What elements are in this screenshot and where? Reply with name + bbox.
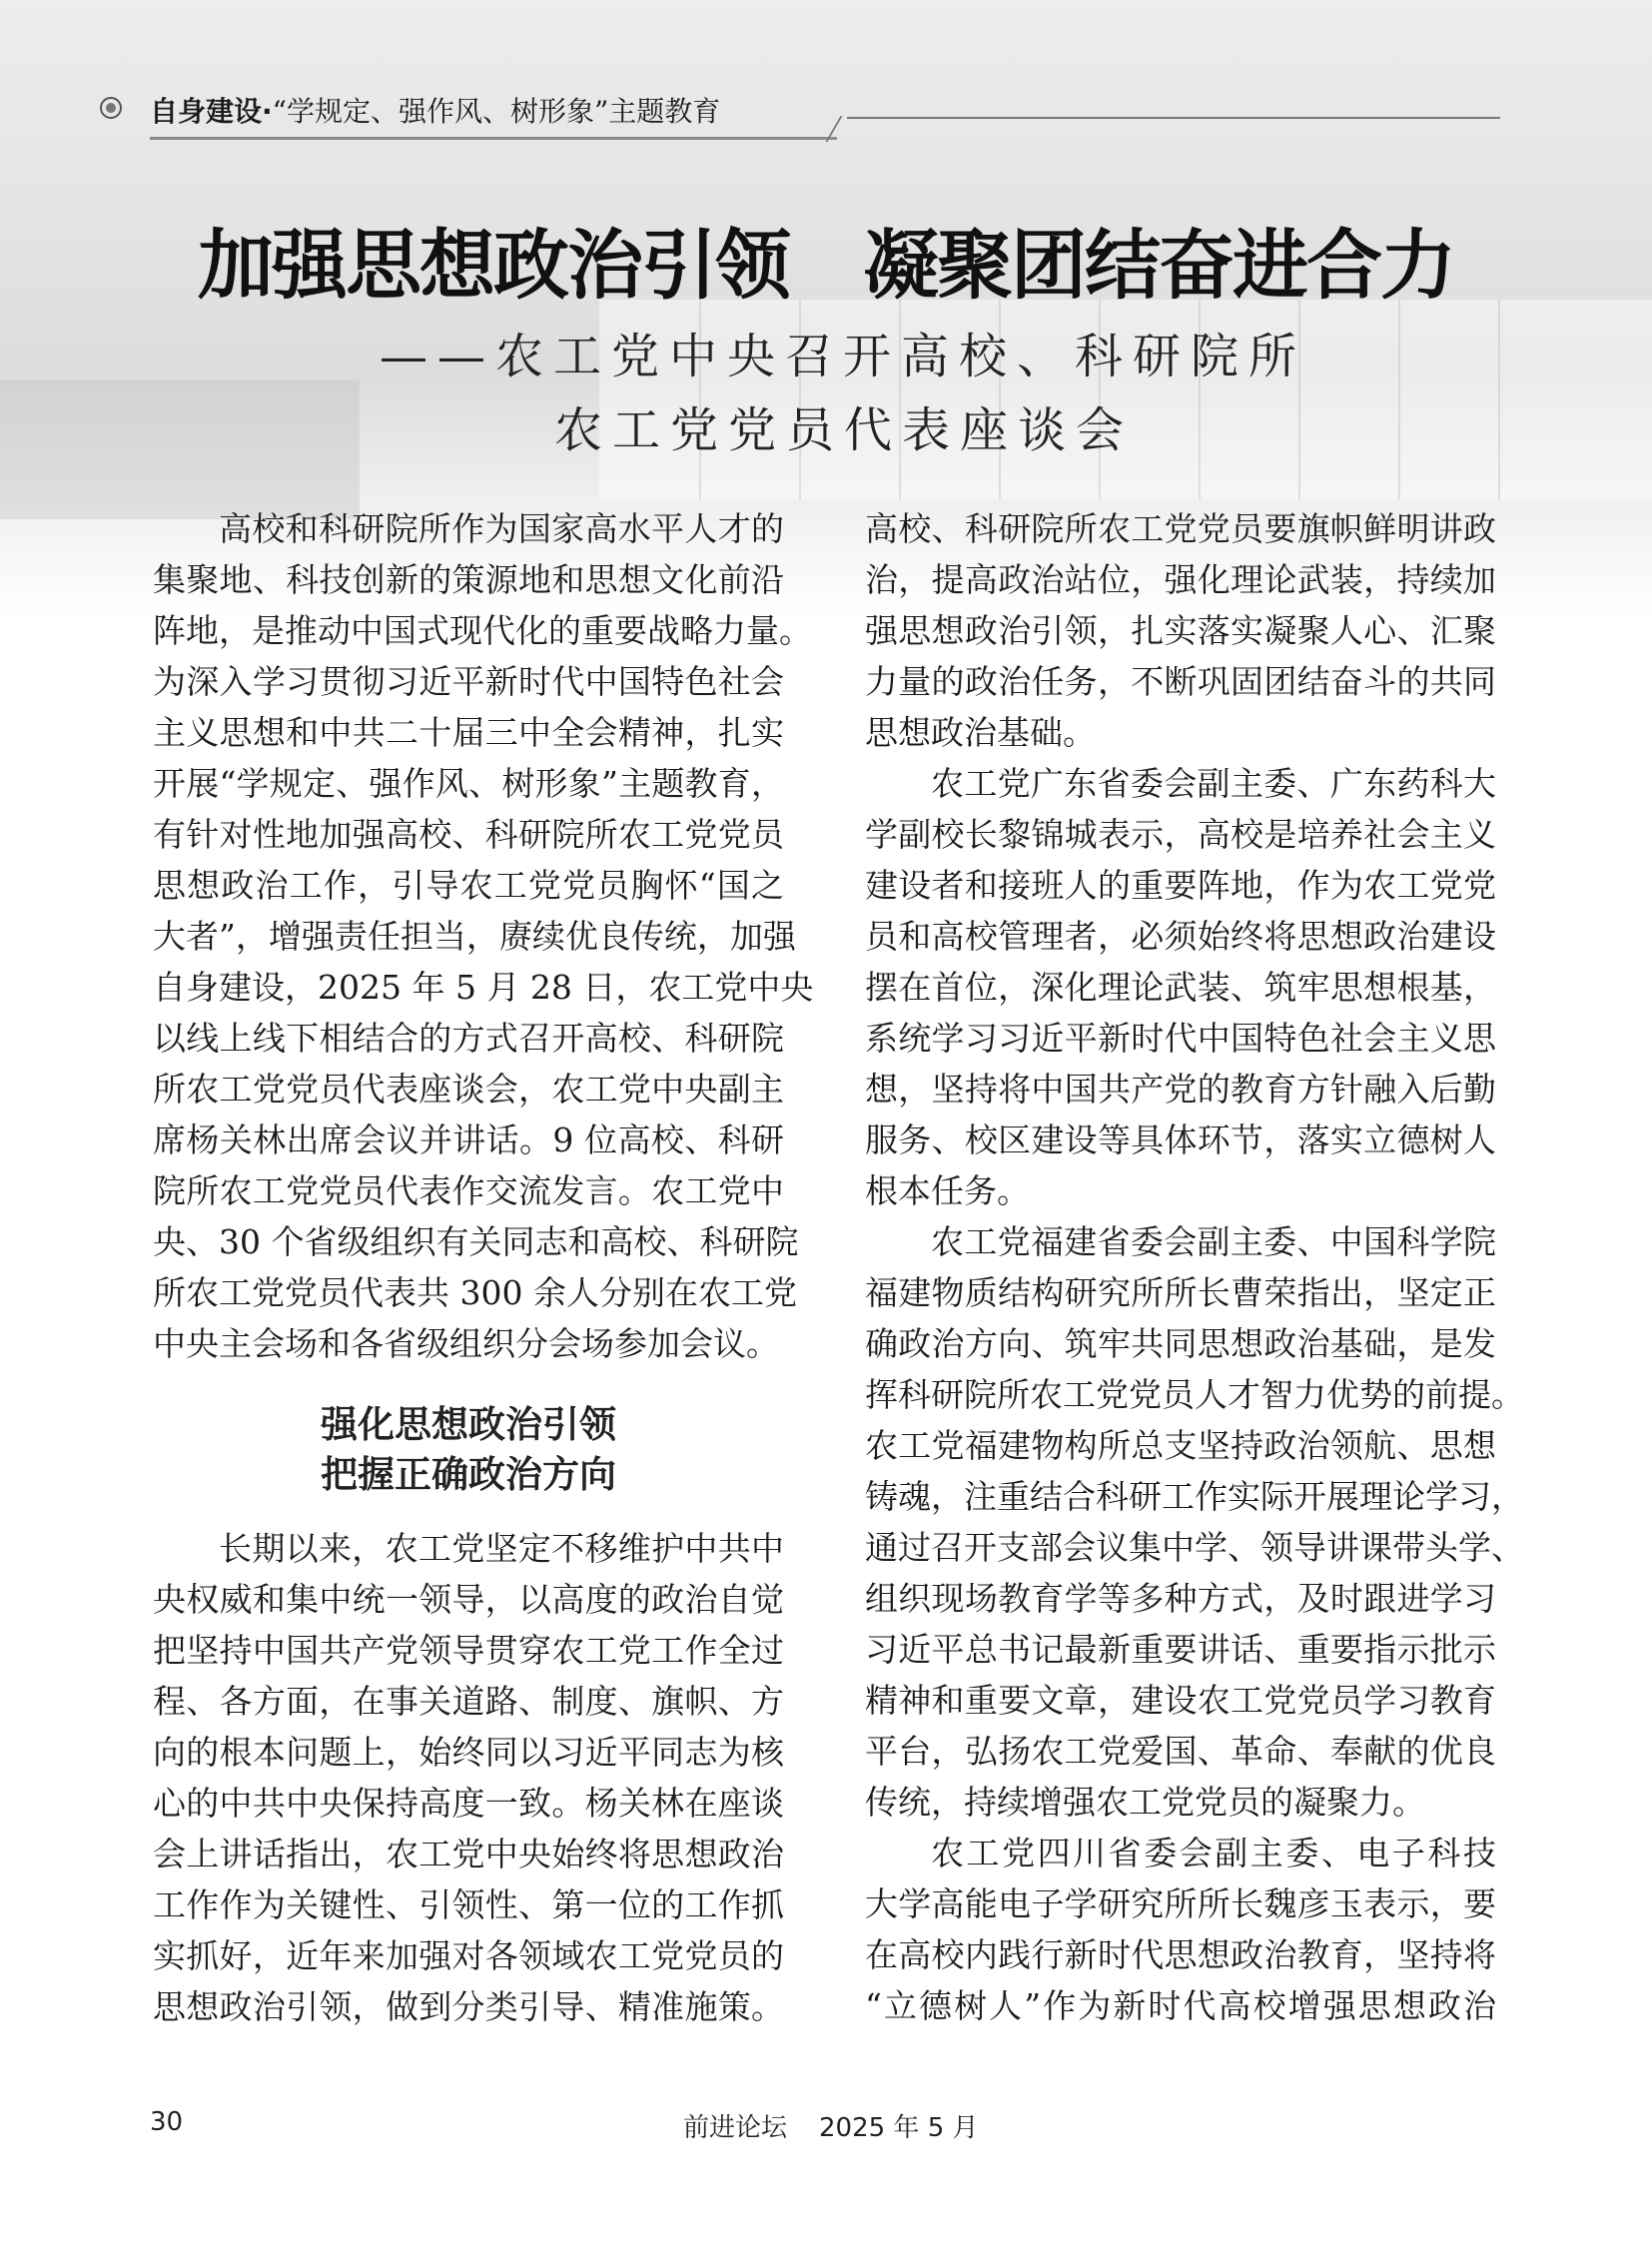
text-line: 系统学习习近平新时代中国特色社会主义思 (865, 1019, 1496, 1058)
text-line: 员和高校管理者，必须始终将思想政治建设 (865, 917, 1496, 956)
text-line: 治，提高政治站位，强化理论武装，持续加 (865, 560, 1496, 599)
text-line: 高校和科研院所作为国家高水平人才的 (219, 509, 784, 548)
paragraph (865, 1216, 1524, 1828)
text-line: 程、各方面，在事关道路、制度、旗帜、方 (153, 1682, 784, 1721)
paragraph (865, 503, 1496, 758)
text-line: 农工党四川省委会副主委、电子科技 (931, 1834, 1496, 1872)
text-line: 以线上线下相结合的方式召开高校、科研院 (153, 1019, 784, 1058)
text-line: 向的根本问题上，始终同以习近平同志为核 (153, 1733, 784, 1772)
text-line: 挥科研院所农工党党员人才智力优势的前提。 (865, 1375, 1524, 1414)
text-line: 强思想政治引领，扎实落实凝聚人心、汇聚 (865, 611, 1496, 650)
text-line: 思想政治引领，做到分类引导、精准施策。 (153, 1987, 784, 2026)
paragraph (153, 1523, 784, 2032)
magazine-name: 前进论坛 (683, 2113, 788, 2143)
text-line: 长期以来，农工党坚定不移维护中共中 (219, 1529, 784, 1568)
article-title: 加强思想政治引领 凝聚团结奋进合力 (198, 221, 1454, 310)
text-line: 农工党广东省委会副主委、广东药科大 (931, 764, 1496, 803)
text-line: 铸魂，注重结合科研工作实际开展理论学习， (865, 1477, 1524, 1516)
target-circle-icon (100, 97, 122, 119)
text-line: 思想政治工作，引导农工党党员胸怀“国之 (153, 866, 784, 905)
text-line: 根本任务。 (865, 1171, 1030, 1210)
text-line: 农工党福建省委会副主委、中国科学院 (931, 1222, 1496, 1261)
text-line: 在高校内践行新时代思想政治教育，坚持将 (865, 1935, 1496, 1974)
article-subtitle-line1: ——农工党中央召开高校、科研院所 (380, 329, 1307, 384)
text-line: 把坚持中国共产党领导贯穿农工党工作全过 (153, 1631, 784, 1670)
text-line: 习近平总书记最新重要讲话、重要指示批示 (865, 1630, 1496, 1669)
header-divider-right (847, 117, 1500, 119)
text-line: 组织现场教育学等多种方式，及时跟进学习 (865, 1579, 1496, 1618)
text-line: 平台，弘扬农工党爱国、革命、奉献的优良 (865, 1732, 1496, 1771)
text-line: 席杨关林出席会议并讲话。9 位高校、科研 (153, 1120, 784, 1159)
text-line: 会上讲话指出，农工党中央始终将思想政治 (153, 1835, 784, 1873)
left-column-intro (153, 503, 814, 1369)
text-line: 央权威和集中统一领导，以高度的政治自觉 (153, 1580, 784, 1619)
text-line: 高校、科研院所农工党党员要旗帜鲜明讲政 (865, 509, 1496, 548)
text-line: 有针对性地加强高校、科研院所农工党党员 (153, 815, 784, 854)
text-line: 工作作为关键性、引领性、第一位的工作抓 (153, 1885, 784, 1924)
left-column-section (153, 1523, 784, 2032)
text-line: 确政治方向、筑牢共同思想政治基础，是发 (865, 1324, 1496, 1363)
article-subtitle-line2: 农工党党员代表座谈会 (554, 402, 1135, 458)
text-line: 摆在首位，深化理论武装、筑牢思想根基， (865, 968, 1496, 1007)
text-line: 大学高能电子学研究所所长魏彦玉表示，要 (865, 1884, 1496, 1923)
text-line: 心的中共中央保持高度一致。杨关林在座谈 (153, 1784, 784, 1823)
text-line: 大者”，增强责任担当，赓续优良传统，加强 (153, 917, 796, 956)
paragraph (865, 758, 1496, 1216)
text-line: 思想政治基础。 (865, 713, 1096, 752)
text-line: 院所农工党党员代表作交流发言。农工党中 (153, 1171, 784, 1210)
text-line: “立德树人”作为新时代高校增强思想政治 (865, 1986, 1496, 2025)
text-line: 集聚地、科技创新的策源地和思想文化前沿 (153, 560, 784, 599)
text-line: 为深入学习贯彻习近平新时代中国特色社会 (153, 662, 784, 701)
section-heading (153, 1400, 784, 1500)
text-line: 央、30 个省级组织有关同志和高校、科研院 (153, 1222, 799, 1261)
text-line: 所农工党党员代表座谈会，农工党中央副主 (153, 1070, 784, 1109)
text-line: 通过召开支部会议集中学、领导讲课带头学、 (865, 1528, 1524, 1567)
text-line: 所农工党党员代表共 300 余人分别在农工党 (153, 1273, 797, 1312)
text-line: 服务、校区建设等具体环节，落实立德树人 (865, 1120, 1496, 1159)
text-line: 中央主会场和各省级组织分会场参加会议。 (153, 1324, 779, 1363)
text-line: 自身建设，2025 年 5 月 28 日，农工党中央 (153, 968, 814, 1007)
column-header (150, 90, 720, 130)
right-column (865, 503, 1524, 2031)
text-line: 想，坚持将中国共产党的教育方针融入后勤 (865, 1070, 1496, 1109)
text-line: 建设者和接班人的重要阵地，作为农工党党 (865, 866, 1496, 905)
text-line: 精神和重要文章，建设农工党党员学习教育 (865, 1681, 1496, 1720)
page-number: 30 (150, 2107, 184, 2137)
text-line: 农工党福建物构所总支坚持政治领航、思想 (865, 1426, 1496, 1465)
section-heading-line2: 把握正确政治方向 (321, 1453, 616, 1496)
column-theme: “学规定、强作风、树形象”主题教育 (272, 95, 721, 128)
text-line: 力量的政治任务，不断巩固团结奋斗的共同 (865, 662, 1496, 701)
text-line: 学副校长黎锦城表示，高校是培养社会主义 (865, 815, 1496, 854)
text-line: 主义思想和中共二十届三中全会精神，扎实 (153, 713, 784, 752)
header-divider (150, 137, 837, 140)
text-line: 福建物质结构研究所所长曹荣指出，坚定正 (865, 1273, 1496, 1312)
issue-date: 2025 年 5 月 (819, 2113, 979, 2143)
section-heading-line1: 强化思想政治引领 (321, 1403, 616, 1446)
column-section: 自身建设· (150, 95, 273, 128)
text-line: 阵地，是推动中国式现代化的重要战略力量。 (153, 611, 812, 650)
text-line: 传统，持续增强农工党党员的凝聚力。 (865, 1783, 1425, 1822)
paragraph (153, 503, 814, 1369)
paragraph (865, 1828, 1496, 2031)
text-line: 开展“学规定、强作风、树形象”主题教育， (153, 764, 784, 803)
text-line: 实抓好，近年来加强对各领域农工党党员的 (153, 1936, 784, 1975)
